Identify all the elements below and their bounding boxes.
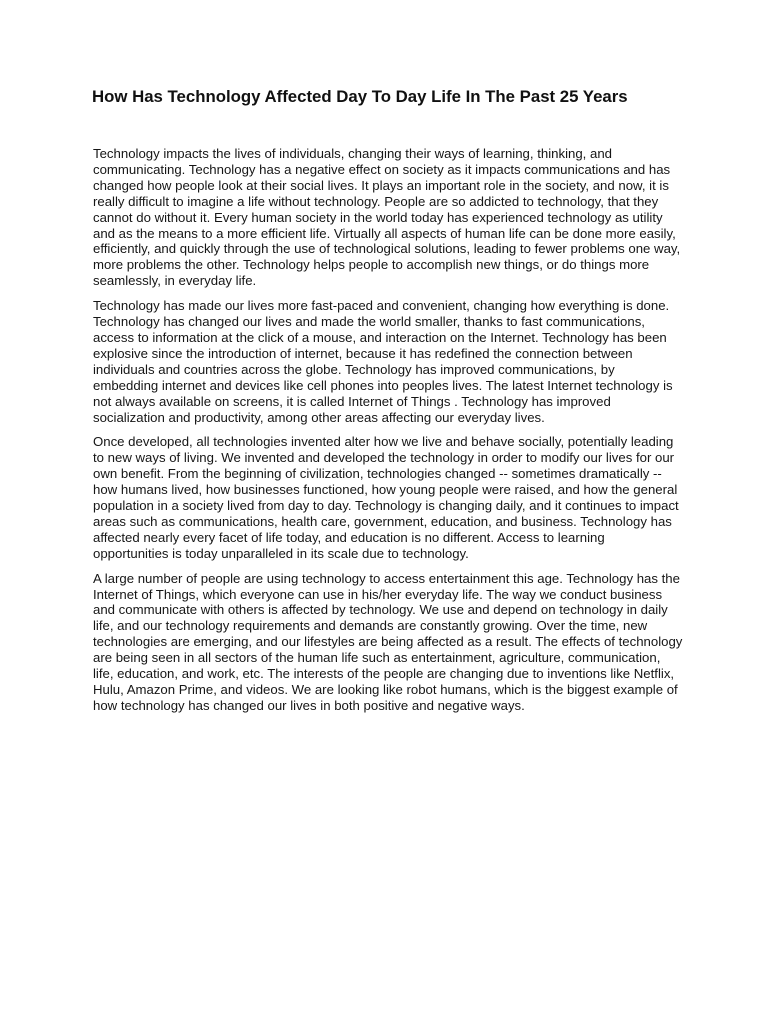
body-paragraph-3: Once developed, all technologies invented alter how we live and behave socially, potentially leading to new ways of living. We invented and developed the technology in order to modify our lives for our own benefit. From the beginning of civilization, technologies changed -- sometimes dramatically -- how humans lived, how businesses functioned, how young people were raised, and how the general population in a society lived from day to day. Technology is changing daily, and it continues to impact areas such as communications, health care, government, education, and business. Technology has affected nearly every facet of life today, and education is no different. Access to learning opportunities is today unparalleled in its scale due to technology. (93, 434, 679, 561)
body-paragraph-4: A large number of people are using technology to access entertainment this age. Technology has the Internet of Things, which everyone can use in his/her everyday life. The way we conduct business and communicate with others is affected by technology. We use and depend on technology in daily life, and our technology requirements and demands are constantly growing. Over the time, new technologies are emerging, and our lifestyles are being affected as a result. The effects of technology are being seen in all sectors of the human life such as entertainment, agriculture, communication, life, education, and work, etc. The interests of the people are changing due to inventions like Netflix, Hulu, Amazon Prime, and videos. We are looking like robot humans, which is the biggest example of how technology has changed our lives in both positive and negative ways. (93, 570, 683, 713)
document-body (93, 146, 683, 723)
body-paragraph-1: Technology impacts the lives of individuals, changing their ways of learning, thinking, and communicating. Technology has a negative effect on society as it impacts communications and has changed how people look at their social lives. It plays an important role in the society, and now, it is really difficult to imagine a life without technology. People are so addicted to technology, that they cannot do without it. Every human society in the world today has experienced technology as utility and as the means to a more efficient life. Virtually all aspects of human life can be done more easily, efficiently, and quickly through the use of technological solutions, leading to fewer problems one way, more problems the other. Technology helps people to accomplish new things, or do things more seamlessly, in everyday life. (93, 146, 681, 289)
document-title: How Has Technology Affected Day To Day Life In The Past 25 Years (92, 87, 628, 106)
body-paragraph-2: Technology has made our lives more fast-paced and convenient, changing how everything is done. Technology has changed our lives and made the world smaller, thanks to fast communications, access to information at the click of a mouse, and interaction on the Internet. Technology has been explosive since the introduction of internet, because it has redefined the connection between individuals and countries across the globe. Technology has improved communications, by embedding internet and devices like cell phones into peoples lives. The latest Internet technology is not always available on screens, it is called Internet of Things . Technology has improved socialization and productivity, among other areas affecting our everyday lives. (93, 298, 673, 425)
